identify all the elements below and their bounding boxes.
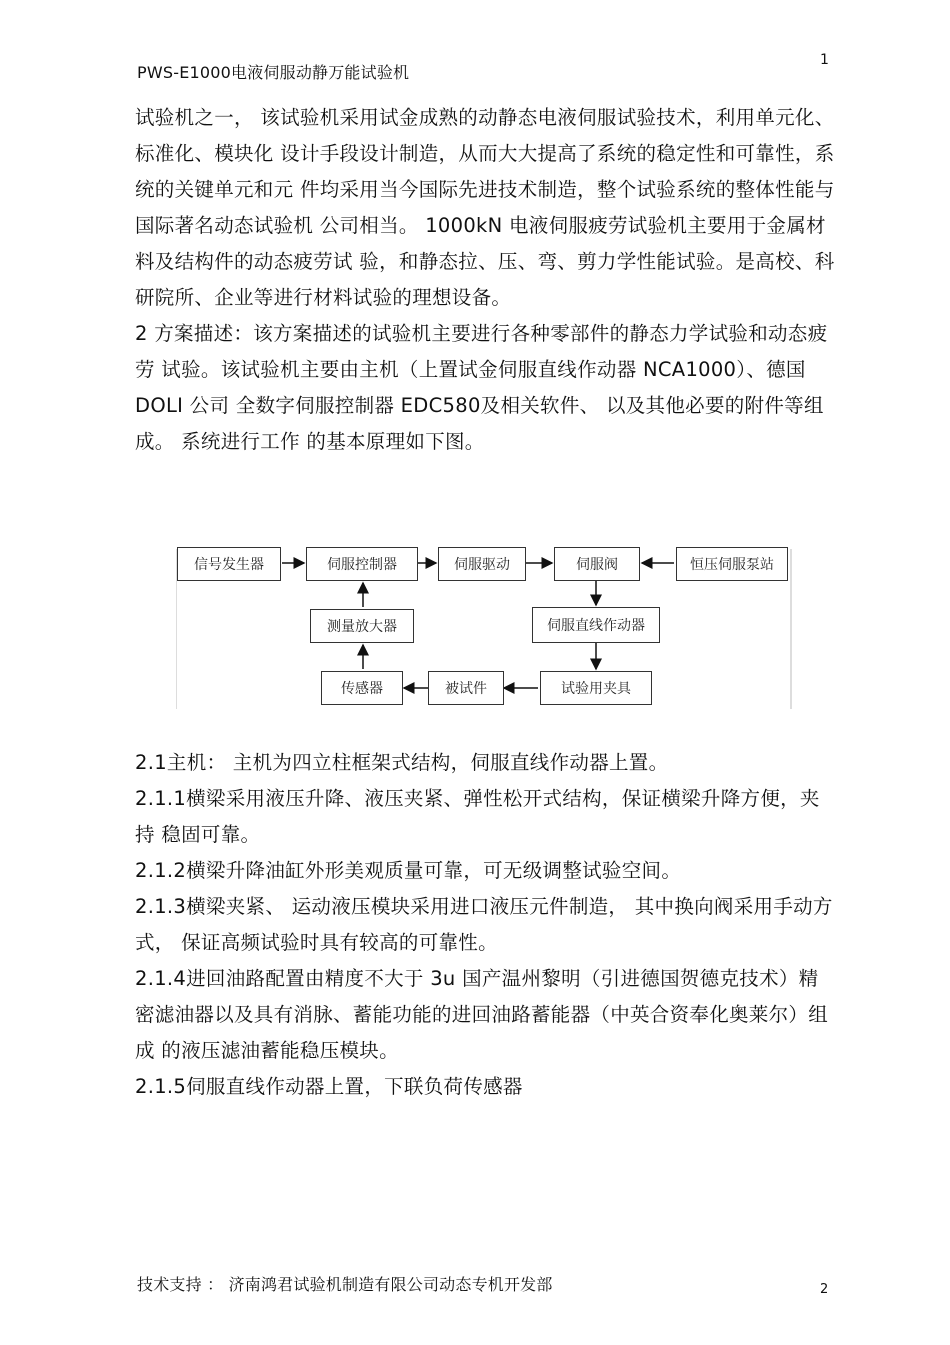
box-sensor: 传感器 [321, 671, 403, 705]
document-header: PWS-E1000电液伺服动静万能试验机 [137, 63, 410, 82]
section-2-1-5: 2.1.5伺服直线作动器上置，下联负荷传感器 [135, 1075, 523, 1098]
box-servo-controller: 伺服控制器 [306, 547, 418, 581]
box-signal-generator: 信号发生器 [177, 547, 281, 581]
page-number-top: 1 [820, 52, 829, 68]
box-servo-valve: 伺服阀 [554, 547, 640, 581]
technical-support-footer: 技术支持 ： 济南鸿君试验机制造有限公司动态专机开发部 [137, 1275, 553, 1294]
box-measuring-amplifier: 测量放大器 [310, 609, 414, 643]
intro-paragraph-2: 2 方案描述：该方案描述的试验机主要进行各种零部件的静态力学试验和动态疲劳 试验。该试验机主要由主机（上置试金伺服直线作动器 NCA1000）、德国 DOLI 公司 全数字伺服控制器 EDC580及相关软件、 以及其他必要的附件等组成。 系统进行工作 的基本原理如下图。 [135, 322, 828, 453]
section-2-1: 2.1主机： 主机为四立柱框架式结构，伺服直线作动器上置。 [135, 751, 669, 774]
box-specimen: 被试件 [428, 671, 504, 705]
intro-text [135, 100, 835, 460]
intro-paragraph-1: 试验机之一， 该试验机采用试金成熟的动静态电液伺服试验技术，利用单元化、标准化、模块化 设计手段设计制造，从而大大提高了系统的稳定性和可靠性，系统的关键单元和元 件均采用当今国际先进技术制造，整个试验系统的整体性能与国际著名动态试验机 公司相当。 1000kN 电液伺服疲劳试验机主要用于金属材料及结构件的动态疲劳试 验，和静态拉、压、弯、剪力学性能试验。是高校、科研院所、企业等进行材料试验的理想设备。 [135, 106, 835, 309]
system-principle-diagram [176, 533, 792, 709]
box-servo-drive: 伺服驱动 [438, 547, 526, 581]
box-servo-actuator: 伺服直线作动器 [532, 607, 660, 643]
main-machine-section [135, 745, 835, 1105]
box-pump-station: 恒压伺服泵站 [676, 547, 788, 581]
box-test-fixture: 试验用夹具 [540, 671, 652, 705]
page-number-bottom: 2 [820, 1282, 829, 1297]
section-2-1-1: 2.1.1横梁采用液压升降、液压夹紧、弹性松开式结构，保证横梁升降方便，夹持 稳固可靠。 [135, 787, 820, 846]
section-2-1-4: 2.1.4进回油路配置由精度不大于 3u 国产温州黎明（引进德国贺德克技术）精 密滤油器以及具有消脉、蓄能功能的进回油路蓄能器（中英合资奉化奥莱尔）组成 的液压滤油蓄能稳压模块。 [135, 967, 829, 1062]
section-2-1-3: 2.1.3横梁夹紧、 运动液压模块采用进口液压元件制造， 其中换向阀采用手动方式， 保证高频试验时具有较高的可靠性。 [135, 895, 833, 954]
section-2-1-2: 2.1.2横梁升降油缸外形美观质量可靠，可无级调整试验空间。 [135, 859, 682, 882]
